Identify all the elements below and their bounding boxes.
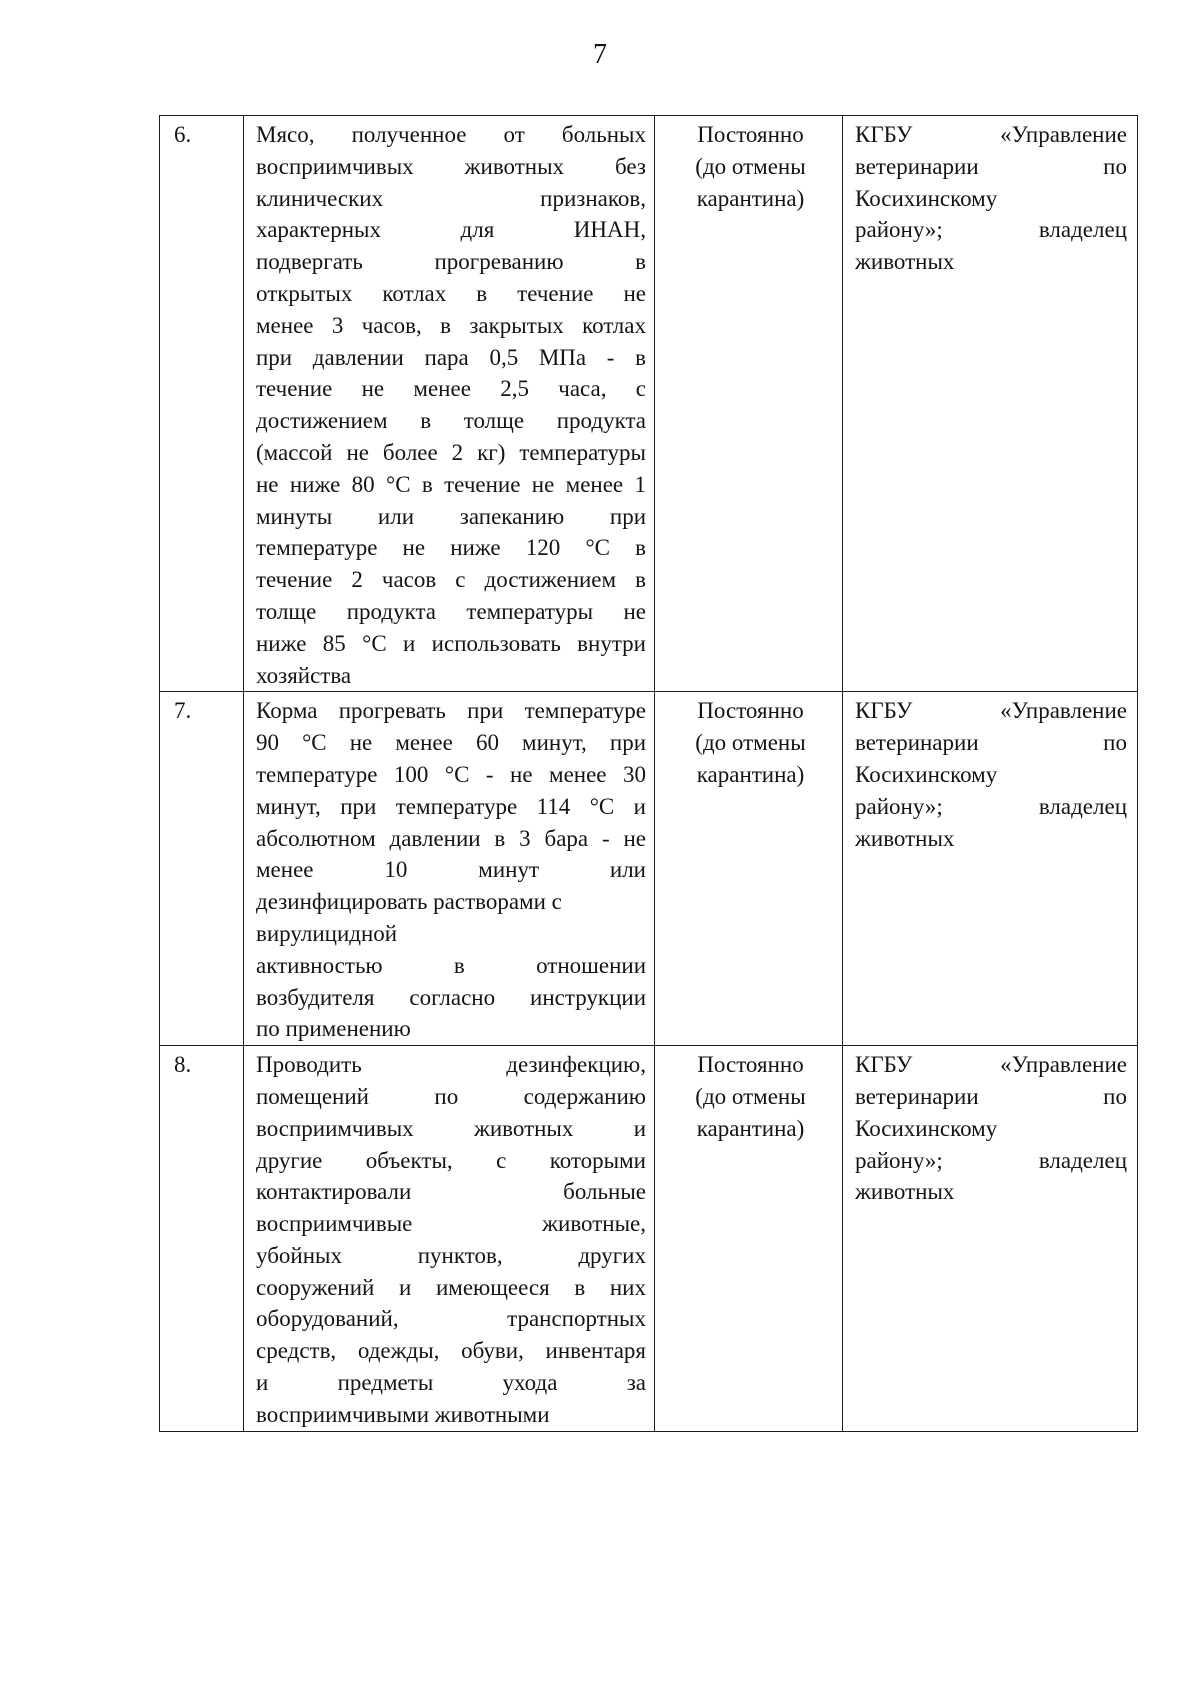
term-line: Постоянно (697, 1052, 804, 1078)
measure-text-line: не ниже 80 °С в течение не менее 1 (256, 471, 646, 497)
responsible-line: Косихинскому (855, 185, 998, 211)
measure-text-line: по применению (256, 1016, 411, 1042)
measure-text-line: восприимчивых животных без (256, 153, 646, 179)
row-number: 7. (174, 698, 192, 724)
term-cell (655, 1046, 843, 1432)
measure-text-line: помещений по содержанию (256, 1083, 646, 1109)
term-line: Постоянно (697, 122, 804, 147)
measure-text-line: восприимчивые животные, (256, 1211, 646, 1237)
measure-text-line: убойных пунктов, других (256, 1242, 646, 1268)
responsible-line: животных (855, 249, 955, 275)
measure-text-line: Проводить дезинфекцию, (256, 1052, 646, 1078)
measure-text-line: температуре не ниже 120 °С в (256, 535, 646, 561)
row-number-cell (160, 1046, 244, 1432)
measure-text-line: подвергать прогреванию в (256, 249, 646, 275)
measure-text-line: менее 3 часов, в закрытых котлах (256, 312, 646, 338)
responsible-cell (843, 692, 1138, 1046)
measures-table (159, 115, 1138, 1432)
measure-text-line: минуты или запеканию при (256, 503, 646, 529)
measure-text-cell (244, 116, 655, 692)
responsible-line: животных (855, 1179, 955, 1205)
measure-text-line: открытых котлах в течение не (256, 280, 646, 306)
measure-text-line: контактировали больные (256, 1179, 646, 1205)
responsible-cell (843, 116, 1138, 692)
measure-text-line: активностью в отношении (256, 952, 646, 978)
responsible-line: району»; владелец (855, 793, 1127, 819)
responsible-line: ветеринарии по (855, 1083, 1127, 1109)
measure-text-line: температуре 100 °С - не менее 30 (256, 761, 646, 787)
responsible-cell (843, 1046, 1138, 1432)
row-number: 8. (174, 1052, 192, 1078)
row-number-cell (160, 692, 244, 1046)
responsible-line: ветеринарии по (855, 730, 1127, 756)
measure-text-line: Корма прогревать при температуре (256, 698, 646, 724)
measure-text-line: другие объекты, с которыми (256, 1147, 646, 1173)
measure-text-line: вирулицидной (256, 920, 398, 946)
term-line: карантина) (696, 185, 805, 211)
term-line: карантина) (696, 761, 805, 787)
measure-text-line: течение не менее 2,5 часа, с (256, 376, 646, 402)
term-cell (655, 692, 843, 1046)
responsible-line: животных (855, 825, 955, 851)
measure-text-line: достижением в толще продукта (256, 408, 646, 434)
measure-text-line: ниже 85 °С и использовать внутри (256, 630, 646, 656)
responsible-line: ветеринарии по (855, 153, 1127, 179)
page-number: 7 (593, 39, 607, 70)
measure-text-cell (244, 1046, 655, 1432)
measure-text-line: абсолютном давлении в 3 бара - не (256, 825, 646, 851)
measure-text-line: минут, при температуре 114 °С и (256, 793, 646, 819)
responsible-line: району»; владелец (855, 1147, 1127, 1173)
table-row (160, 116, 1138, 692)
term-line: (до отмены (695, 730, 806, 756)
term-line: (до отмены (695, 1083, 806, 1109)
measure-text-line: оборудований, транспортных (256, 1306, 646, 1332)
responsible-line: Косихинскому (855, 1115, 998, 1141)
table-row (160, 692, 1138, 1046)
row-number: 6. (174, 122, 192, 147)
measure-text-line: Мясо, полученное от больных (256, 122, 646, 147)
measure-text-line: средств, одежды, обуви, инвентаря (256, 1338, 646, 1364)
measure-text-line: 90 °С не менее 60 минут, при (256, 730, 646, 756)
measure-text-cell (244, 692, 655, 1046)
responsible-line: КГБУ «Управление (855, 122, 1127, 147)
term-line: (до отмены (695, 153, 806, 179)
measure-text-line: дезинфицировать растворами с (256, 889, 562, 915)
measure-text-line: сооружений и имеющееся в них (256, 1274, 646, 1300)
row-number-cell (160, 116, 244, 692)
responsible-line: району»; владелец (855, 217, 1127, 243)
responsible-line: КГБУ «Управление (855, 1052, 1127, 1078)
table-row (160, 1046, 1138, 1432)
measure-text-line: и предметы ухода за (256, 1370, 646, 1396)
measure-text-line: менее 10 минут или (256, 857, 646, 883)
measure-text-line: восприимчивыми животными (256, 1401, 550, 1427)
measure-text-line: течение 2 часов с достижением в (256, 567, 646, 593)
measure-text-line: при давлении пара 0,5 МПа - в (256, 344, 646, 370)
measure-text-line: клинических признаков, (256, 185, 646, 211)
measure-text-line: характерных для ИНАН, (256, 217, 646, 243)
measure-text-line: хозяйства (256, 662, 352, 688)
measure-text-line: толще продукта температуры не (256, 598, 646, 624)
term-cell (655, 116, 843, 692)
responsible-line: КГБУ «Управление (855, 698, 1127, 724)
responsible-line: Косихинскому (855, 761, 998, 787)
measure-text-line: (массой не более 2 кг) температуры (256, 439, 646, 465)
measure-text-line: восприимчивых животных и (256, 1115, 646, 1141)
measure-text-line: возбудителя согласно инструкции (256, 984, 646, 1010)
term-line: Постоянно (697, 698, 804, 724)
term-line: карантина) (696, 1115, 805, 1141)
